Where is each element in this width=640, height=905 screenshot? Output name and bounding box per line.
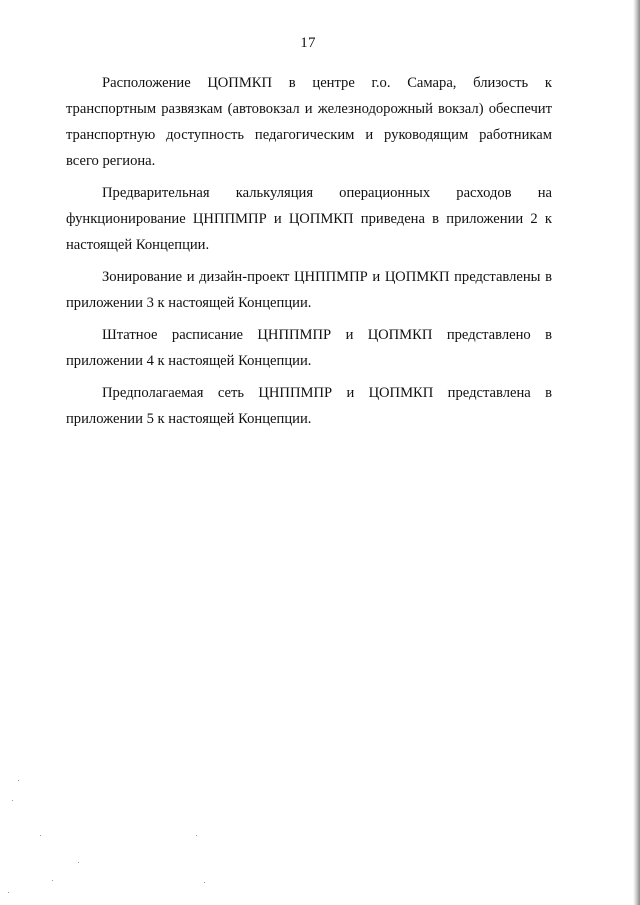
paragraph-costs: Предварительная калькуляция операционных расходов на функционирование ЦНППМПР и ЦОПМКП приведена в приложении 2 к настоящей Концепции. [66,185,552,253]
paragraph-network: Предполагаемая сеть ЦНППМПР и ЦОПМКП представлена в приложении 5 к настоящей Концепции. [66,385,552,427]
scan-speck [8,892,9,893]
document-body [66,70,552,438]
paragraph-staffing: Штатное расписание ЦНППМПР и ЦОПМКП представлено в приложении 4 к настоящей Концепции. [66,327,552,369]
scan-speck [52,880,53,881]
scan-edge-shadow [633,0,640,905]
page-number: 17 [300,35,316,51]
paragraph-location: Расположение ЦОПМКП в центре г.о. Самара, близость к транспортным развязкам (автовокзал и железнодорожный вокзал) обеспечит транспортную доступность педагогическим и руководящим работникам всего региона. [66,75,552,169]
scan-speck [18,780,19,781]
paragraph-zoning: Зонирование и дизайн-проект ЦНППМПР и ЦОПМКП представлены в приложении 3 к настоящей Концепции. [66,269,552,311]
scan-speck [12,800,13,801]
scan-speck [78,862,79,863]
scan-speck [40,835,41,836]
scan-speck [204,882,205,883]
scan-speck [196,835,197,836]
